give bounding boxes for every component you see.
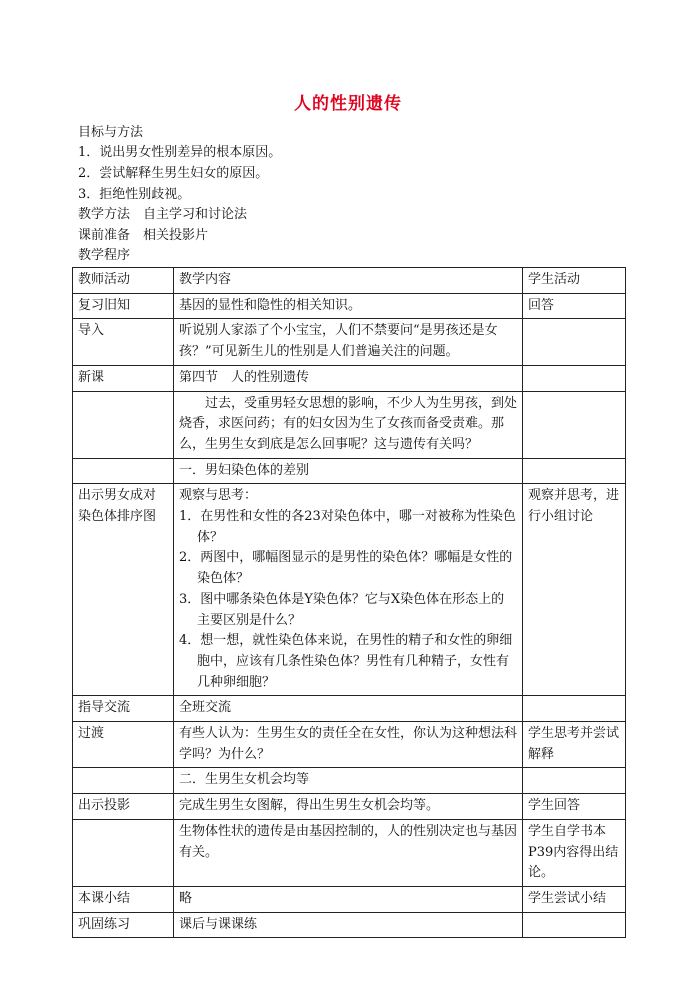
section-heading-cell: 二．生男生女机会均等: [174, 768, 523, 794]
content-cell: 课后与课课练: [174, 912, 523, 938]
table-row: [73, 365, 626, 391]
section-heading-cell: 一．男妇染色体的差别: [174, 458, 523, 484]
header-student-activity: 学生活动: [523, 268, 626, 294]
question-list: [179, 507, 517, 693]
table-row: [73, 293, 626, 319]
student-cell: 学生尝试小结: [523, 886, 626, 912]
student-cell: [523, 458, 626, 484]
teacher-cell: 巩固练习: [73, 912, 174, 938]
content-cell: [174, 484, 523, 696]
student-cell: [523, 768, 626, 794]
content-cell: 听说别人家添了个小宝宝，人们不禁要问“是男孩还是女孩？”可见新生儿的性别是人们普遍关注的问题。: [174, 319, 523, 365]
content-cell: 略: [174, 886, 523, 912]
teacher-cell: 新课: [73, 365, 174, 391]
question-item: 1．在男性和女性的各23对染色体中，哪一对被称为性染色体？: [179, 509, 516, 545]
question-item: 2．两图中，哪幅图显示的是男性的染色体？哪幅是女性的染色体？: [179, 550, 513, 587]
teacher-cell: 出示男女成对染色体排序图: [73, 484, 174, 696]
table-row: [73, 886, 626, 912]
goal-item: 3．拒绝性别歧视。: [78, 187, 191, 202]
observe-think-label: 观察与思考：: [179, 488, 258, 504]
content-cell: 有些人认为：生男生女的责任全在女性，你认为这种想法科学吗？为什么？: [174, 722, 523, 768]
table-row: [73, 768, 626, 794]
student-cell: 学生思考并尝试解释: [523, 722, 626, 768]
table-row: [73, 458, 626, 484]
teacher-cell: [73, 819, 174, 886]
page-title: 人的性别遗传: [294, 94, 402, 114]
student-cell: [523, 365, 626, 391]
lesson-preparation: 课前准备 相关投影片: [78, 228, 209, 243]
table-row: [73, 391, 626, 458]
content-cell: 基因的显性和隐性的相关知识。: [174, 293, 523, 319]
content-cell: 完成生男生女图解，得出生男生女机会均等。: [174, 794, 523, 820]
student-cell: [523, 391, 626, 458]
teacher-cell: 本课小结: [73, 886, 174, 912]
procedure-heading: 教学程序: [78, 248, 131, 263]
header-teacher-activity: 教师活动: [73, 268, 174, 294]
table-row: [73, 484, 626, 696]
teaching-method: 教学方法 自主学习和讨论法: [78, 207, 248, 222]
student-cell: [523, 696, 626, 722]
table-row: [73, 912, 626, 938]
content-cell: 生物体性状的遗传是由基因控制的，人的性别决定也与基因有关。: [174, 819, 523, 886]
goal-item: 1．说出男女性别差异的根本原因。: [78, 145, 282, 160]
student-cell: [523, 912, 626, 938]
goal-item: 2．尝试解释生男生妇女的原因。: [78, 166, 269, 181]
teacher-cell: 指导交流: [73, 696, 174, 722]
teacher-cell: [73, 768, 174, 794]
student-cell: 学生自学书本P39内容得出结论。: [523, 819, 626, 886]
student-cell: [523, 319, 626, 365]
student-cell: 学生回答: [523, 794, 626, 820]
table-row: [73, 319, 626, 365]
student-cell: 回答: [523, 293, 626, 319]
content-cell: 过去，受重男轻女思想的影响，不少人为生男孩，到处烧香，求医问药；有的妇女因为生了女孩而备受责难。那么，生男生女到底是怎么回事呢？这与遗传有关吗？: [174, 391, 523, 458]
teacher-cell: 复习旧知: [73, 293, 174, 319]
question-item: 4．想一想，就性染色体来说，在男性的精子和女性的卵细胞中，应该有几条性染色体？男性有几种精子，女性有几种卵细胞？: [179, 633, 513, 690]
content-cell: 全班交流: [174, 696, 523, 722]
teacher-cell: 出示投影: [73, 794, 174, 820]
goals-heading: 目标与方法: [78, 125, 144, 140]
student-cell: 观察并思考，进行小组讨论: [523, 484, 626, 696]
table-row: [73, 722, 626, 768]
teacher-cell: [73, 458, 174, 484]
teacher-cell: [73, 391, 174, 458]
teacher-cell: 过渡: [73, 722, 174, 768]
table-row: [73, 819, 626, 886]
content-cell: 第四节 人的性别遗传: [174, 365, 523, 391]
table-row: [73, 696, 626, 722]
teacher-cell: 导入: [73, 319, 174, 365]
header-teaching-content: 教学内容: [174, 268, 523, 294]
table-row: [73, 794, 626, 820]
table-header-row: [73, 268, 626, 294]
question-item: 3．图中哪条染色体是Y染色体？它与X染色体在形态上的主要区别是什么？: [179, 591, 505, 628]
lesson-plan-table: [72, 267, 626, 938]
